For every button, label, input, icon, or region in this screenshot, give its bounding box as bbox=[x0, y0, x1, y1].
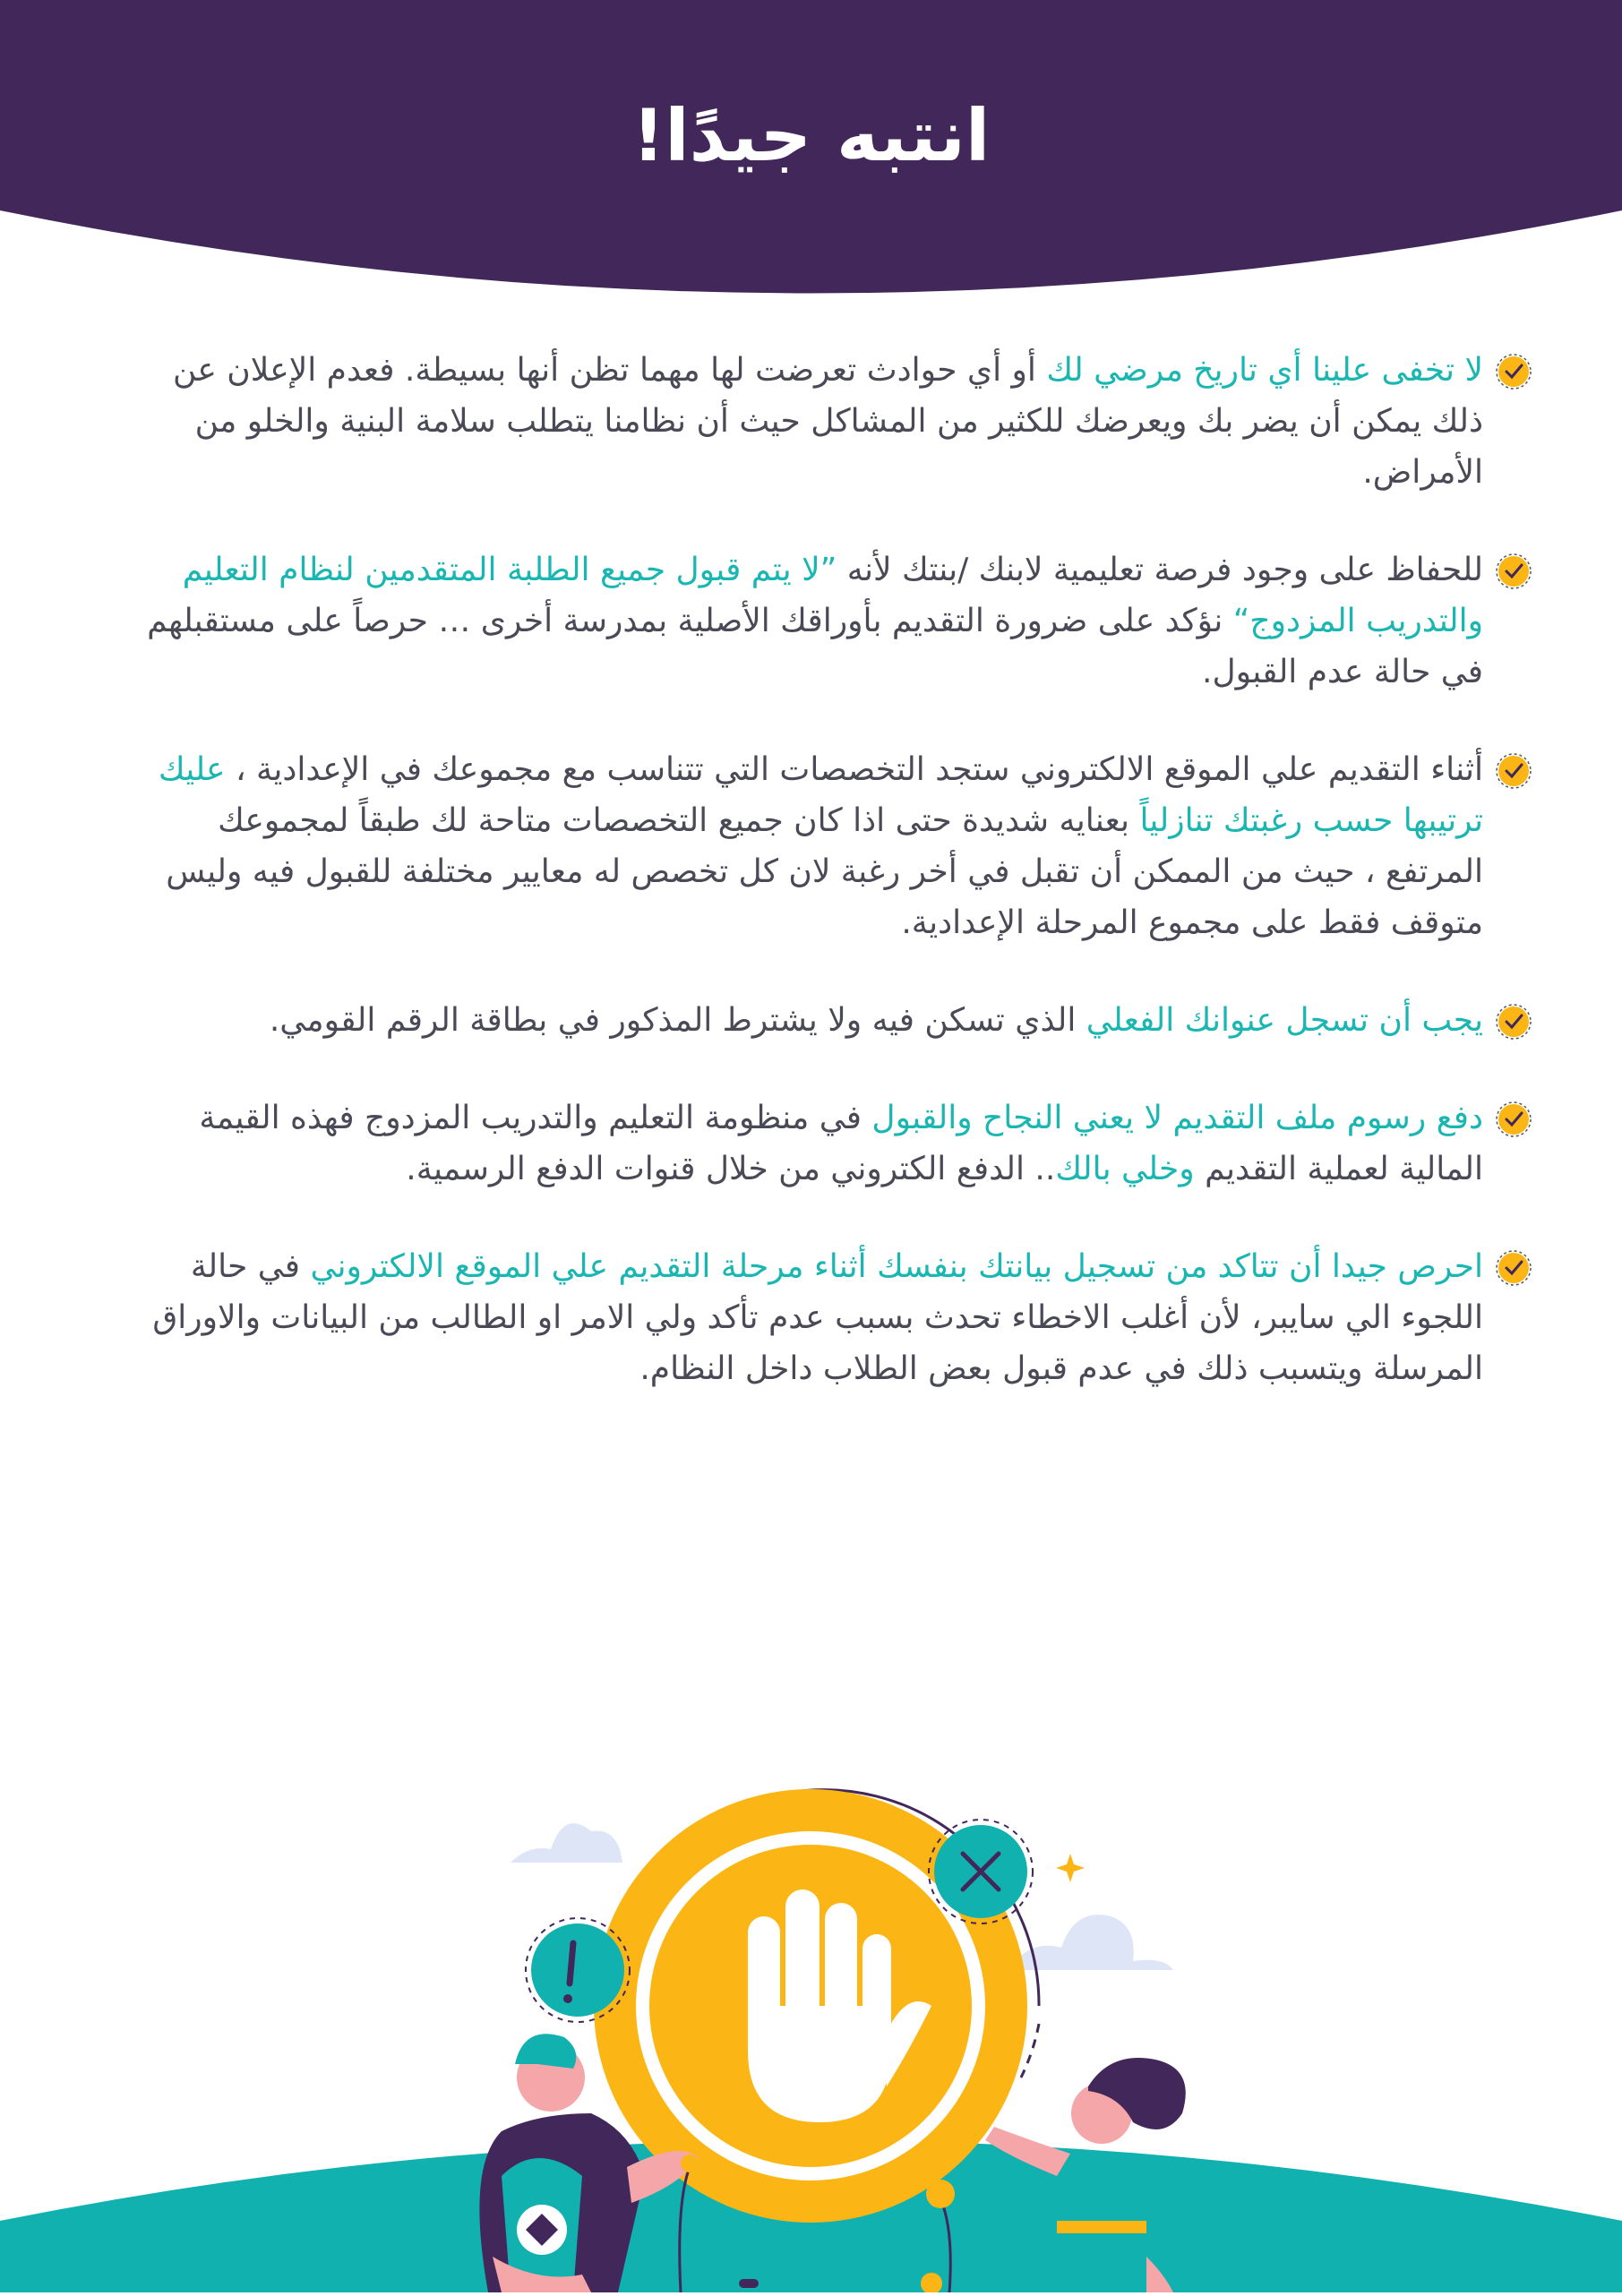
cloud-right bbox=[1008, 1915, 1173, 1970]
body-text: نؤكد على ضرورة التقديم بأوراقك الأصلية بمدرسة أخرى … حرصاً على مستقبلهم في حالة عدم القبول. bbox=[147, 603, 1483, 690]
header-banner bbox=[0, 0, 1622, 304]
list-item bbox=[125, 544, 1532, 698]
sparkle-icon bbox=[1056, 1854, 1085, 1882]
illustration-canvas bbox=[0, 1755, 1622, 2292]
body-text: الذي تسكن فيه ولا يشترط المذكور في بطاقة الرقم القومي. bbox=[269, 1002, 1086, 1039]
check-coin-icon bbox=[1496, 1101, 1532, 1137]
list-item-text bbox=[125, 995, 1483, 1046]
list-item bbox=[125, 1092, 1532, 1195]
list-item-text bbox=[125, 544, 1483, 698]
notice-list bbox=[125, 345, 1532, 1441]
check-coin-icon bbox=[1496, 1250, 1532, 1286]
highlight-text: عليك ترتيبها حسب رغبتك تنازلياً bbox=[158, 751, 1483, 839]
cloud-left bbox=[511, 1823, 622, 1863]
body-text: أثناء التقديم علي الموقع الالكتروني ستجد التخصصات التي تتناسب مع مجموعك في الإعدادية ، bbox=[225, 751, 1483, 788]
body-text: في حالة اللجوء الي سايبر، لأن أغلب الاخطاء تحدث بسبب عدم تأكد ولي الامر او الطالب من البيانات والاوراق المرسلة ويتسبب ذلك في عدم قبول بعض الطلاب داخل النظام. bbox=[152, 1248, 1483, 1387]
stop-hand-illustration bbox=[0, 1755, 1622, 2292]
list-item-text bbox=[125, 1092, 1483, 1195]
highlight-text: ”لا يتم قبول جميع الطلبة المتقدمين لنظام التعليم والتدريب المزدوج“ bbox=[182, 552, 1483, 639]
list-item-text bbox=[125, 345, 1483, 498]
check-coin-icon bbox=[1496, 354, 1532, 390]
list-item-text bbox=[125, 1241, 1483, 1394]
highlight-text: وخلي بالك bbox=[1055, 1151, 1195, 1187]
body-text: بعنايه شديدة حتى اذا كان جميع التخصصات متاحة لك طبقاً لمجموعك المرتفع ، حيث من الممكن أن تقبل في أخر رغبة لان كل تخصص له معايير مختلفة للقبول فيه وليس متوقف فقط على مجموع المرحلة الإعدادية. bbox=[166, 802, 1483, 941]
list-item-text bbox=[125, 744, 1483, 948]
body-text: في منظومة التعليم والتدريب المزدوج فهذه القيمة المالية لعملية التقديم bbox=[199, 1100, 1483, 1187]
list-item bbox=[125, 744, 1532, 948]
highlight-text: دفع رسوم ملف التقديم لا يعني النجاح والقبول bbox=[871, 1100, 1483, 1136]
page-title: انتبه جيدًا! bbox=[631, 94, 991, 177]
list-item bbox=[125, 1241, 1532, 1394]
check-coin-icon bbox=[1496, 1004, 1532, 1040]
highlight-text: احرص جيدا أن تتاكد من تسجيل بيانتك بنفسك أثناء مرحلة التقديم علي الموقع الالكتروني bbox=[310, 1248, 1483, 1285]
warning-badge-icon bbox=[531, 1923, 624, 2017]
body-text: أو أي حوادث تعرضت لها مهما تظن أنها بسيطة. فعدم الإعلان عن ذلك يمكن أن يضر بك ويعرضك للكثير من المشاكل حيث أن نظامنا يتطلب سلامة البنية والخلو من الأمراض. bbox=[172, 352, 1483, 491]
check-coin-icon bbox=[1496, 753, 1532, 789]
list-item bbox=[125, 995, 1532, 1046]
body-text: للحفاظ على وجود فرصة تعليمية لابنك /بنتك لأنه bbox=[837, 552, 1483, 588]
check-coin-icon bbox=[1496, 553, 1532, 589]
list-item bbox=[125, 345, 1532, 498]
highlight-text: لا تخفى علينا أي تاريخ مرضي لك bbox=[1046, 352, 1483, 389]
body-text: .. الدفع الكتروني من خلال قنوات الدفع الرسمية. bbox=[406, 1151, 1056, 1187]
highlight-text: يجب أن تسجل عنوانك الفعلي bbox=[1086, 1002, 1483, 1039]
